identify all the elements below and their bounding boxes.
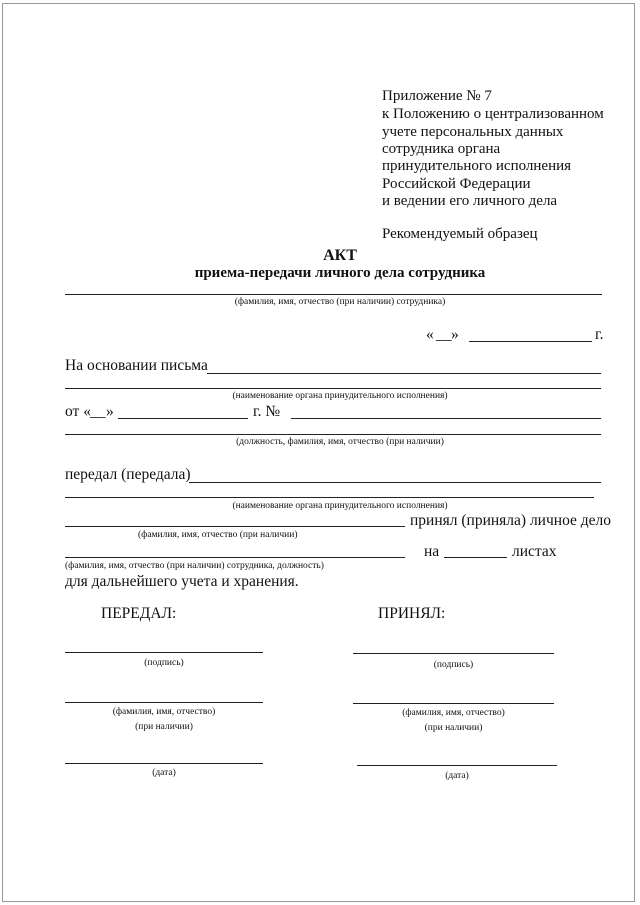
basis-letter-line [207,373,601,374]
appendix-line: учете персональных данных [382,124,564,140]
position-fio-line [65,434,601,435]
date-day-blank: __ [436,326,452,343]
document-title: АКТ [323,247,357,264]
appendix-line: и ведении его личного дела [382,193,558,209]
left-date-caption: (дата) [152,768,176,778]
accepted-label: принял (приняла) личное дело [410,512,612,529]
right-signature-caption: (подпись) [433,660,474,670]
authority-line-2 [65,497,594,498]
caption-authority-1: (наименование органа принудительного исполнения) [232,391,448,401]
employee-position-line [65,557,405,558]
handed-over-line [189,482,601,483]
accepted-fio-line [65,526,405,527]
left-fio-line [65,702,263,703]
from-month-line [118,418,248,419]
appendix-line: Приложение № 7 [382,88,492,104]
from-day-blank: __ [90,403,106,420]
sheets-count-line [444,557,507,558]
appendix-line: сотрудника органа [382,141,501,157]
right-if-any-caption: (при наличии) [424,723,483,733]
document-subtitle: приема-передачи личного дела сотрудника [194,265,486,281]
right-fio-caption: (фамилия, имя, отчество) [402,708,505,718]
sheets-label: листах [512,543,557,560]
left-if-any-caption: (при наличии) [135,722,193,732]
appendix-line: к Положению о централизованном [382,106,604,122]
from-prefix: от « [65,403,91,420]
left-fio-caption: (фамилия, имя, отчество) [112,707,216,717]
date-month-line [469,341,592,342]
left-signature-line [65,652,263,653]
right-signature-line [353,653,554,654]
handed-over-heading: ПЕРЕДАЛ: [101,605,177,622]
on-label: на [424,543,440,560]
caption-fio-short: (фамилия, имя, отчество (при наличии) [138,530,298,540]
authority-line-1 [65,388,601,389]
right-date-line [357,765,557,766]
basis-letter-label: На основании письма [65,357,208,374]
date-close-quote: » [451,326,459,343]
appendix-line: Российской Федерации [382,176,531,192]
right-fio-line [353,703,554,704]
caption-employee-fio: (фамилия, имя, отчество (при наличии) сотрудника) [234,297,446,307]
from-close-quote: » [106,403,114,420]
caption-authority-2: (наименование органа принудительного исполнения) [232,501,448,511]
handed-over-label: передал (передала) [65,466,191,483]
date-year-suffix: г. [595,326,604,343]
accepted-heading: ПРИНЯЛ: [378,605,446,622]
left-date-line [65,763,263,764]
from-year-number: г. № [253,403,281,420]
caption-position-fio: (должность, фамилия, имя, отчество (при наличии) [236,437,444,447]
right-date-caption: (дата) [445,771,469,781]
left-signature-caption: (подпись) [144,658,184,668]
sample-note: Рекомендуемый образец [382,226,538,242]
letter-number-line [291,418,601,419]
caption-fio-position: (фамилия, имя, отчество (при наличии) сотрудника, должность) [65,561,324,571]
date-open-quote: « [426,326,434,343]
purpose-text: для дальнейшего учета и хранения. [65,573,299,590]
employee-fio-line [65,294,602,295]
appendix-line: принудительного исполнения [382,158,572,174]
